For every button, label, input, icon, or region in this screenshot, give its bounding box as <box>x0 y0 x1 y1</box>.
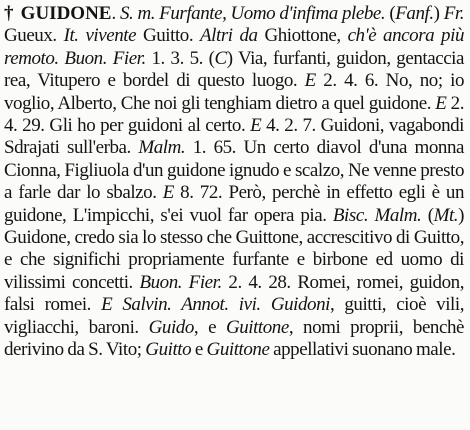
entry-segment: ( <box>385 3 396 24</box>
entry-segment: 1. 65. Un certo diavol d'una monna Cionna, Figliuola d'un guidone ignudo e scalzo, Ne venne presto a farle dar lo sbalzo. <box>4 137 464 204</box>
entry-segment: Fr. <box>443 3 464 24</box>
entry-segment: Guitto. <box>136 25 201 47</box>
entry-segment: Bisc. Malm. <box>332 204 422 226</box>
entry-segment: E <box>162 182 174 204</box>
entry-segment: Mt. <box>433 204 459 226</box>
entry-segment: Altri da <box>200 25 258 47</box>
entry-segment: 2. 4. 6. No, no; io voglio, Alberto, Che noi gli tenghiam dietro a quel guidone. <box>4 70 464 114</box>
entry-segment: Malm. <box>138 137 186 159</box>
entry-segment: Gueux. <box>4 25 64 47</box>
entry-segment: Buon. Fier. <box>139 271 222 293</box>
entry-segment: S. m. Furfante, Uomo d'infima plebe. <box>119 3 386 24</box>
entry-segment: Guittone <box>225 316 289 338</box>
entry-segment: 2. 4. 28. Romei, romei, guidon, falsi romei. <box>4 271 464 316</box>
entry-segment: , nomi proprii, benchè derivino da S. Vito; <box>4 316 464 361</box>
entry-segment: ch'è ancora più remoto. Buon. Fier. <box>4 25 464 69</box>
entry-segment: ( <box>421 204 434 226</box>
entry-segment: Ghiottone, <box>257 25 348 47</box>
entry-segment: , e <box>193 316 226 338</box>
entry-segment: E Salvin. Annot. ivi. Guidoni <box>101 294 330 316</box>
headword: GUIDONE <box>20 3 112 24</box>
entry-segment: e <box>191 339 207 361</box>
dictionary-entry-guidone <box>4 3 464 362</box>
entry-segment: ) Guidone, credo sia lo stesso che Guittone, accrescitivo di Guitto, e che significhi propriamente furfante e birbone ed uomo di vilissimi concetti. <box>4 204 464 293</box>
entry-segment: E <box>304 70 316 92</box>
entry-segment: appellativi suonano male. <box>269 339 456 361</box>
entry-segment: . <box>111 3 120 24</box>
entry-segment: It. vivente <box>63 25 137 47</box>
entry-segment: Guitto <box>145 339 192 361</box>
entry-segment: E <box>250 115 262 137</box>
entry-segment: E <box>435 92 447 114</box>
entry-segment: Guittone <box>206 339 270 361</box>
entry-segment: 4. 2. 7. Guidoni, vagabondi Sdrajati sull'erba. <box>4 115 465 159</box>
entry-segment: Fanf. <box>395 3 434 24</box>
entry-segment: ) Via, furfanti, guidon, gentaccia rea, Vitupero e bordel di questo luogo. <box>4 47 464 92</box>
entry-segment: , guitti, cioè vili, vigliacchi, baroni. <box>4 294 464 338</box>
entry-segment: 8. 72. Però, perchè in effetto egli è un guidone, L'impicchi, s'ei vuol far opera pia. <box>4 182 464 226</box>
dagger-mark: † <box>4 3 18 24</box>
entry-segment: 2. 4. 29. Gli ho per guidoni al certo. <box>4 92 464 137</box>
entry-segment: Guido <box>148 316 194 338</box>
entry-segment: 1. 3. 5. ( <box>145 47 215 69</box>
entry-segment: ) <box>433 3 444 24</box>
entry-segment: C <box>214 47 227 69</box>
